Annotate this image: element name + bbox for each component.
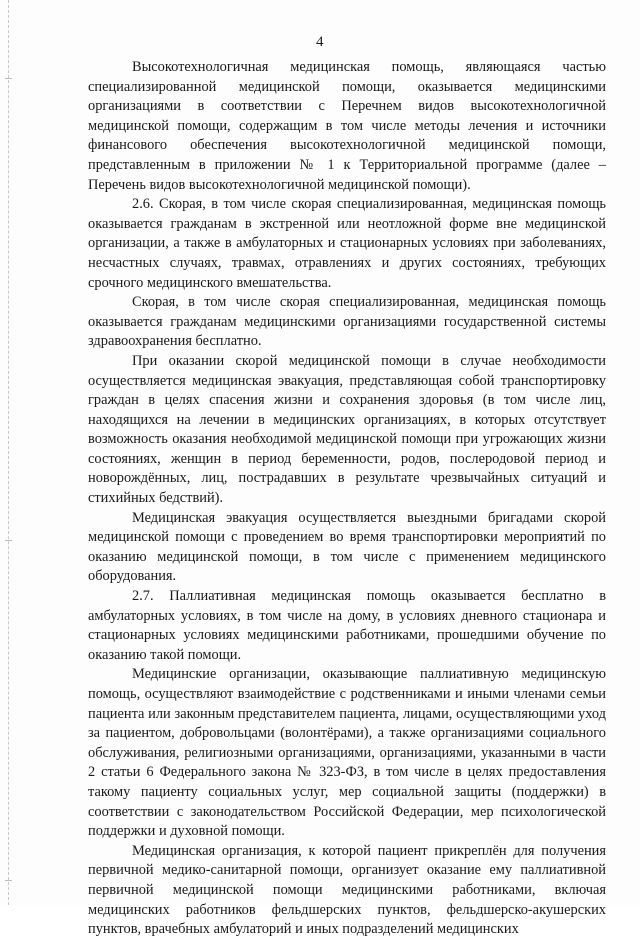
margin-tick — [5, 78, 12, 79]
paragraph-evacuation-teams: Медицинская эвакуация осуществляется выездными бригадами скорой медицинской помощи с проведением во время транспортировки мероприятий по оказанию медицинской помощи, в том числе с применением медицинского оборудования. — [88, 509, 606, 585]
page-number: 4 — [316, 34, 324, 50]
paragraph-2-7-palliative-care: 2.7. Паллиативная медицинская помощь оказывается бесплатно в амбулаторных условиях, в том числе на дому, в условиях дневного стационара и стационарных условиях медицинскими работниками, прошедшими обучение по оказанию такой помощи. — [88, 588, 606, 663]
paragraph-2-6-emergency-care: 2.6. Скорая, в том числе скорая специализированная, медицинская помощь оказывается гражданам в экстренной или неотложной форме вне медицинской организации, а также в амбулаторных и стационарных условиях при заболеваниях, несчастных случаях, травмах, отравлениях и других состояниях, требующих срочного медицинского вмешательства. — [88, 196, 606, 291]
margin-tick — [5, 540, 12, 541]
binding-margin-line — [8, 0, 9, 905]
margin-tick — [5, 880, 12, 881]
paragraph-medical-evacuation: При оказании скорой медицинской помощи в случае необходимости осуществляется медицинская эвакуация, представляющая собой транспортировку граждан в целях спасения жизни и сохранения здоровья (в том числе лиц, находящихся на лечении в медицинских организациях, в которых отсутствует возможность оказания необходимой медицинской помощи при угрожающих жизни состояниях, женщин в период беременности, родов, послеродовой период и новорождённых, лиц, пострадавших в результате чрезвычайных ситуаций и стихийных бедствий). — [88, 352, 606, 507]
paragraph-hightech-care: Высокотехнологичная медицинская помощь, являющаяся частью специализированной медицинской помощи, оказывается медицинскими организациями в соответствии с Перечнем видов высокотехнологичной медицинской помощи, содержащим в том числе методы лечения и источники финансового обеспечения высокотехнологичной медицинской помощи, представленным в приложении № 1 к Территориальной программе (далее – Перечень видов высокотехнологичной медицинской помощи). — [88, 59, 606, 193]
paragraph-palliative-interaction: Медицинские организации, оказывающие паллиативную медицинскую помощь, осуществляют взаимодействие с родственниками и иными членами семьи пациента или законным представителем пациента, лицами, осуществляющими уход за пациентом, добровольцами (волонтёрами), а также организациями социального обслуживания, религиозными организациями, организациями, указанными в части 2 статьи 6 Федерального закона № 323-ФЗ, в том числе в целях предоставления такому пациенту социальных услуг, мер социальной защиты (поддержки) в соответствии с законодательством Российской Федерации, мер психологической поддержки и духовной помощи. — [88, 666, 606, 840]
paragraph-primary-palliative: Медицинская организация, к которой пациент прикреплён для получения первичной медико-санитарной помощи, организует оказание ему паллиативной первичной медицинской помощи медицинскими работниками, включая медицинских работников фельдшерских пунктов, фельдшерско-акушерских пунктов, врачебных амбулаторий и иных подразделений медицинских — [88, 842, 606, 938]
paragraph-emergency-free: Скорая, в том числе скорая специализированная, медицинская помощь оказывается гражданам медицинскими организациями государственной системы здравоохранения бесплатно. — [88, 294, 606, 350]
document-body — [88, 58, 606, 940]
